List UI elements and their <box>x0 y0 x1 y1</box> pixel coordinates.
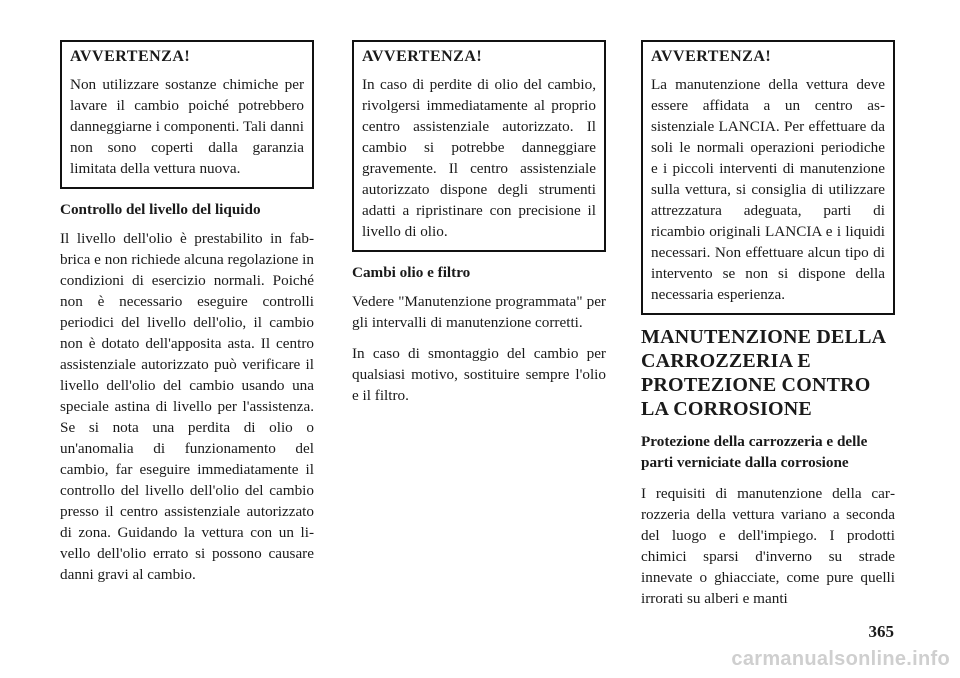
column-2 <box>352 40 606 406</box>
warning-box <box>352 40 606 252</box>
subheading-corrosion-protection: Protezione della carrozzeria e delle parti verniciate dalla corrosione <box>641 433 868 471</box>
warning-text: La manutenzione della vettura deve essere affidata a un centro assistenziale LANCIA. Per effettuare da soli le normali operazioni periodiche e i piccoli interventi di manutenzione sulla vettura, si consiglia di utilizzare attrezzatura adeguata, parti di ricambio originali LANCIA e i liquidi necessari. Non effettuare alcun tipo di intervento se non si dispone della necessaria esperienza. <box>651 76 885 303</box>
warning-title: AVVERTENZA! <box>362 48 483 65</box>
column-3 <box>641 40 895 609</box>
paragraph-body-maintenance: I requisiti di manutenzione della carrozzeria della vettura variano a seconda del luogo e dell'impiego. I prodotti chimici sparsi d'inverno su strade innevate o ghiacciate, come pure quelli irrorati su alberi e manti <box>641 485 895 607</box>
paragraph-maintenance-intervals: Vedere "Manutenzione programmata" per gli intervalli di manutenzione corretti. <box>352 293 606 331</box>
warning-box <box>60 40 314 189</box>
warning-title: AVVERTENZA! <box>70 48 191 65</box>
paragraph-disassembly: In caso di smontaggio del cambio per qualsiasi motivo, sostituire sempre l'olio e il filtro. <box>352 345 606 404</box>
watermark-text: carmanualsonline.info <box>731 648 950 670</box>
warning-text: In caso di perdite di olio del cambio, rivolgersi immediatamente al proprio centro assistenziale autorizzato. Il cambio si potrebbe danneggiare gravemente. Il centro assistenziale autorizzato dispone degli strumenti adatti a ripristinare con precisione il livello di olio. <box>362 76 596 240</box>
subheading-oil-filter: Cambi olio e filtro <box>352 264 471 281</box>
warning-title: AVVERTENZA! <box>651 48 772 65</box>
subheading-fluid-level: Controllo del livello del liquido <box>60 201 261 218</box>
warning-text: Non utilizzare sostanze chimiche per lavare il cambio poiché potrebbero danneggiarne i componenti. Tali danni non sono coperti dalla garanzia limitata della vettura nuova. <box>70 76 304 177</box>
warning-box <box>641 40 895 315</box>
column-1 <box>60 40 314 585</box>
section-heading: MANUTENZIONE DELLA CARROZZERIA E PROTEZIONE CONTRO LA CORROSIONE <box>641 326 886 420</box>
paragraph-fluid-level: Il livello dell'olio è prestabilito in fabbrica e non richiede alcuna regolazione in condizioni di esercizio normali. Poiché non è necessario eseguire controlli periodici del livello dell'olio, il cambio non è dotato dell'apposita asta. Il centro assistenziale autorizzato può verificare il livello dell'olio del cambio usando una speciale astina di livello per l'assistenza. Se si nota una perdita di olio o un'anomalia di funzionamento del cambio, far eseguire immediatamente il controllo del livello dell'olio del cambio presso il centro assistenziale autorizzato di zona. Guidando la vettura con un livello dell'olio errato si possono causare danni gravi al cambio. <box>60 230 314 583</box>
page-number: 365 <box>868 622 894 641</box>
